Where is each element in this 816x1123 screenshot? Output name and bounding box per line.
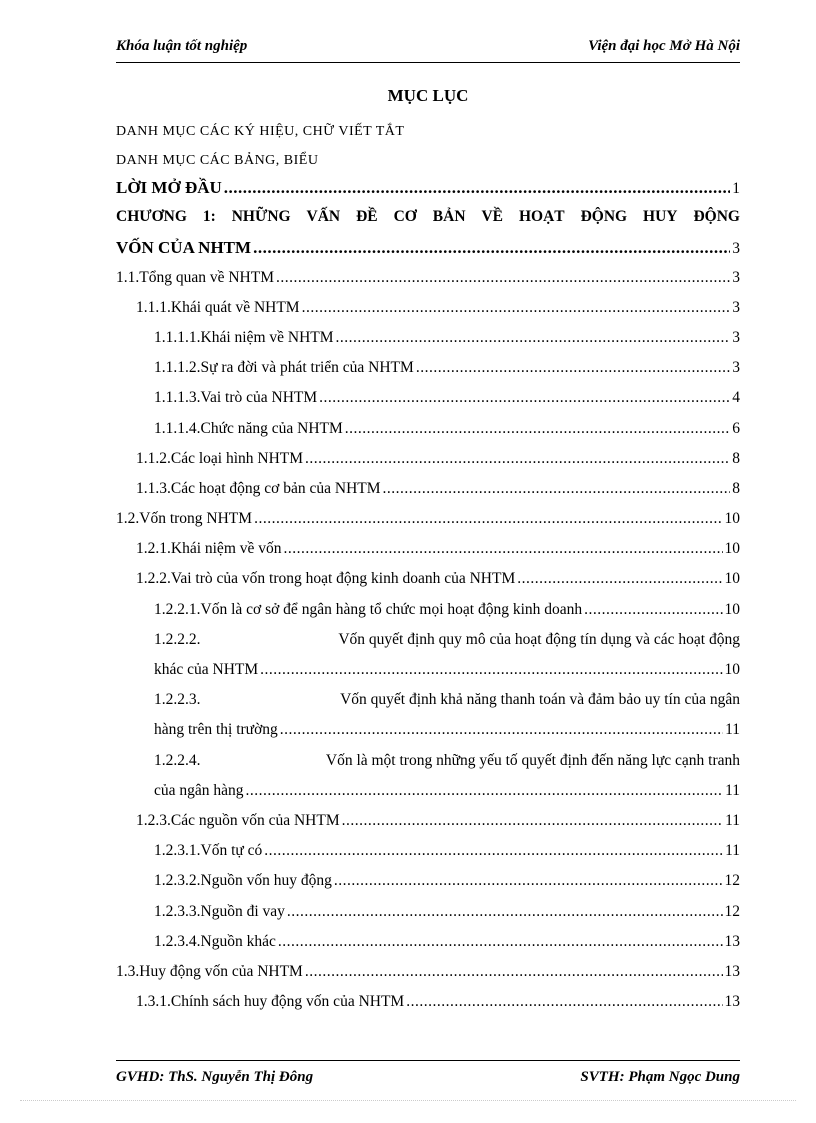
toc-entry[interactable]: 1.1.1.2.Sự ra đời và phát triển của NHTM ..... 3 xyxy=(116,359,740,389)
toc-entry[interactable]: 1.1.3.Các hoạt động cơ bản của NHTM ..... 8 xyxy=(116,480,740,510)
toc-entry-wrapped-line[interactable]: 1.2.2.4. Vốn là một trong những yếu tố quyết định đến năng lực cạnh tranh xyxy=(154,751,740,769)
toc-entry[interactable]: 1.3.Huy động vốn của NHTM ..... 13 xyxy=(116,963,740,993)
toc-entry[interactable]: 1.2.3.3.Nguồn đi vay ..... 12 xyxy=(116,903,740,933)
toc-entry[interactable]: 1.2.3.2.Nguồn vốn huy động ..... 12 xyxy=(116,872,740,902)
toc-entry-wrapped-line[interactable]: 1.2.2.2. Vốn quyết định quy mô của hoạt động tín dụng và các hoạt động xyxy=(154,630,740,648)
toc-entry[interactable]: khác của NHTM ..... 10 xyxy=(116,661,740,691)
toc-entry[interactable]: 1.1.1.3.Vai trò của NHTM ..... 4 xyxy=(116,389,740,419)
toc-entry[interactable]: 1.1.Tổng quan về NHTM ..... 3 xyxy=(116,269,740,299)
page-bottom-divider xyxy=(20,1100,796,1101)
page-footer xyxy=(116,1060,740,1093)
toc-entry[interactable]: LỜI MỞ ĐẦU ..... 1 xyxy=(116,178,740,208)
footer-advisor: GVHD: ThS. Nguyễn Thị Đông xyxy=(116,1069,314,1085)
list-of-tables: DANH MỤC CÁC BẢNG, BIỂU xyxy=(116,153,319,168)
page-title: MỤC LỤC xyxy=(387,86,469,105)
toc-entry[interactable]: 1.2.3.Các nguồn vốn của NHTM ..... 11 xyxy=(116,812,740,842)
toc-entry[interactable]: 1.1.1.Khái quát về NHTM ..... 3 xyxy=(116,299,740,329)
toc-entry[interactable]: 1.3.1.Chính sách huy động vốn của NHTM ..... 13 xyxy=(116,993,740,1023)
toc-entry[interactable]: 1.1.1.1.Khái niệm về NHTM ..... 3 xyxy=(116,329,740,359)
table-of-contents xyxy=(116,178,740,1023)
toc-entry-wrapped-line[interactable]: 1.2.2.3. Vốn quyết định khả năng thanh toán và đảm bảo uy tín của ngân xyxy=(154,691,740,709)
toc-entry[interactable]: 1.2.3.1.Vốn tự có ..... 11 xyxy=(116,842,740,872)
toc-entry[interactable]: 1.2.3.4.Nguồn khác ..... 13 xyxy=(116,933,740,963)
toc-entry[interactable]: 1.2.Vốn trong NHTM ..... 10 xyxy=(116,510,740,540)
toc-entry[interactable]: hàng trên thị trường ..... 11 xyxy=(116,721,740,751)
footer-student: SVTH: Phạm Ngọc Dung xyxy=(580,1069,740,1085)
header-left: Khóa luận tốt nghiệp xyxy=(116,38,248,54)
toc-entry[interactable]: 1.2.2.1.Vốn là cơ sở để ngân hàng tổ chức mọi hoạt động kinh doanh ..... 10 xyxy=(116,601,740,631)
header-right: Viện đại học Mở Hà Nội xyxy=(588,38,740,54)
page-header xyxy=(116,38,740,63)
toc-entry[interactable]: 1.2.2.Vai trò của vốn trong hoạt động kinh doanh của NHTM ..... 10 xyxy=(116,570,740,600)
toc-chapter-heading[interactable]: CHƯƠNG 1: NHỮNG VẤN ĐỀ CƠ BẢN VỀ HOẠT ĐỘNG HUY ĐỘNG xyxy=(116,208,740,226)
toc-entry[interactable]: 1.1.2.Các loại hình NHTM ..... 8 xyxy=(116,450,740,480)
toc-entry[interactable]: VỐN CỦA NHTM ..... 3 xyxy=(116,238,740,268)
list-of-abbreviations: DANH MỤC CÁC KÝ HIỆU, CHỮ VIẾT TẮT xyxy=(116,124,405,139)
toc-entry[interactable]: của ngân hàng ..... 11 xyxy=(116,782,740,812)
toc-entry[interactable]: 1.1.1.4.Chức năng của NHTM ..... 6 xyxy=(116,420,740,450)
toc-entry[interactable]: 1.2.1.Khái niệm về vốn ..... 10 xyxy=(116,540,740,570)
